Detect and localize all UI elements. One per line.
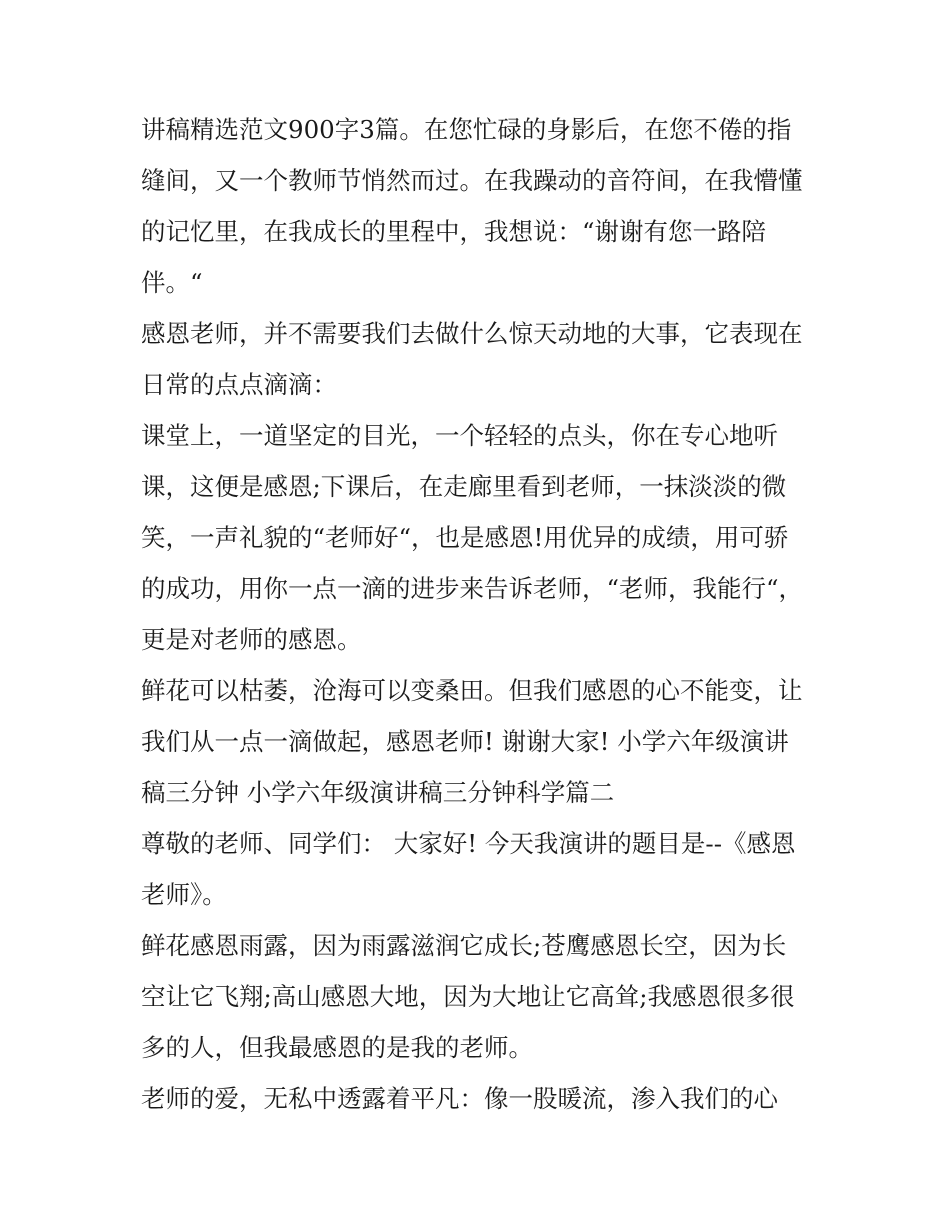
text-line: 讲稿精选范文900字3篇。在您忙碌的身影后，在您不倦的指: [141, 115, 792, 144]
paragraph-gratitude: [141, 308, 813, 410]
text-line: 笑，一声礼貌的“老师好“，也是感恩!用优异的成绩，用可骄: [141, 523, 789, 552]
paragraph-metaphor: [141, 920, 813, 1073]
text-line: 鲜花可以枯萎，沧海可以变桑田。但我们感恩的心不能变，让: [141, 676, 803, 705]
text-line: 鲜花感恩雨露，因为雨露滋润它成长;苍鹰感恩长空，因为长: [141, 931, 787, 960]
text-line: 的记忆里，在我成长的里程中，我想说：“谢谢有您一路陪: [141, 217, 767, 246]
paragraph-classroom: [141, 410, 813, 665]
text-line: 空让它飞翔;高山感恩大地，因为大地让它高耸;我感恩很多很: [141, 982, 795, 1011]
text-line: 稿三分钟 小学六年级演讲稿三分钟科学篇二: [141, 778, 615, 807]
paragraph-greeting: [141, 818, 813, 920]
paragraph-closing: [141, 665, 813, 818]
text-line: 伴。“: [141, 268, 203, 297]
paragraph-teacher-love: [141, 1073, 813, 1124]
text-line: 更是对老师的感恩。: [141, 625, 362, 654]
text-line: 课堂上，一道坚定的目光，一个轻轻的点头，你在专心地听: [141, 421, 778, 450]
text-line: 缝间，又一个教师节悄然而过。在我躁动的音符间，在我懵懂: [141, 166, 803, 195]
text-line: 老师的爱，无私中透露着平凡：像一股暖流，渗入我们的心: [141, 1084, 778, 1113]
text-line: 的成功，用你一点一滴的进步来告诉老师，“老师，我能行“，: [141, 574, 804, 603]
text-line: 感恩老师，并不需要我们去做什么惊天动地的大事，它表现在: [141, 319, 803, 348]
text-line: 尊敬的老师、同学们： 大家好! 今天我演讲的题目是--《感恩: [141, 829, 796, 858]
text-line: 我们从一点一滴做起，感恩老师! 谢谢大家! 小学六年级演讲: [141, 727, 789, 756]
paragraph-intro: [141, 104, 813, 308]
text-line: 多的人，但我最感恩的是我的老师。: [141, 1033, 533, 1062]
text-line: 日常的点点滴滴：: [141, 370, 337, 399]
text-line: 老师》。: [141, 880, 227, 909]
text-line: 课，这便是感恩;下课后，在走廊里看到老师，一抹淡淡的微: [141, 472, 787, 501]
document-body: [141, 104, 813, 1124]
